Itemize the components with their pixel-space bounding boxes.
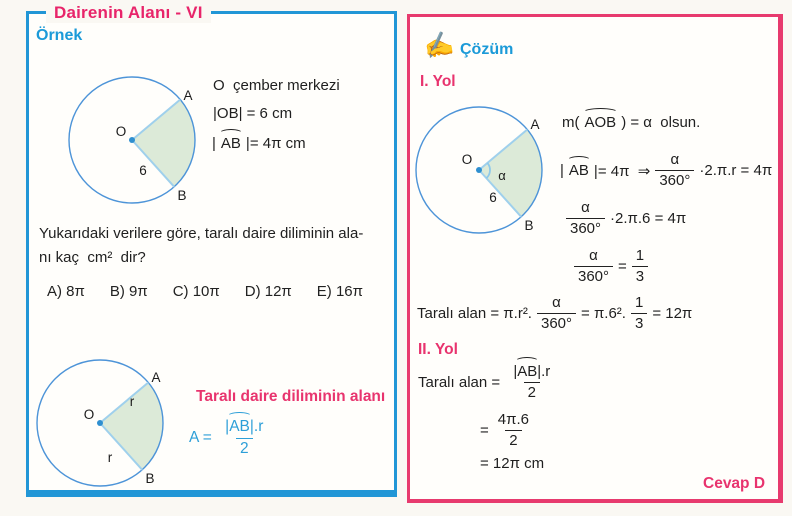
equation-substitute-way2: = $\frac{4\pi.6}{2}$ xyxy=(480,411,533,450)
option-b: B) 9π xyxy=(109,283,148,300)
arc-radius-fraction: | AB |.r 2 xyxy=(509,363,554,402)
equals-sign: = xyxy=(618,258,627,275)
arc-ab: AB xyxy=(221,135,241,152)
point-b-label: B xyxy=(524,218,534,233)
method-2-heading: II. Yol xyxy=(418,341,458,358)
equation-substituted xyxy=(566,199,686,238)
equation-shaded-area-way1: Taralı alan = π.r². $\frac{\alpha}{360^\circ}$ = π.6². $\frac{1}{3}$ = 12π xyxy=(417,294,693,332)
point-a-label: A xyxy=(530,117,540,132)
point-b-label: B xyxy=(177,188,187,203)
arc-length-value: |= 4π cm xyxy=(245,135,306,152)
solution-circle-figure xyxy=(411,103,551,239)
alpha-fraction: $\frac{\alpha}{360^\circ}$ xyxy=(655,151,694,190)
center-dot xyxy=(97,420,103,426)
equation-arc-length: | AB |= 4π ⇒ $\frac{\alpha}{360^\circ}$ ·2.π.r = 4π xyxy=(560,151,773,189)
option-d: D) 12π xyxy=(244,283,292,300)
question-line-1: Yukarıdaki verilere göre, taralı daire diliminin ala- xyxy=(39,225,364,242)
page-title: Dairenin Alanı - VI xyxy=(46,3,211,23)
formula-caption: Taralı daire diliminin alanı xyxy=(196,388,386,405)
alpha-label: α xyxy=(498,168,506,183)
alpha-fraction: $\frac{\alpha}{360^\circ}$ xyxy=(574,247,613,286)
center-dot xyxy=(129,137,135,143)
center-dot xyxy=(476,167,482,173)
writing-hand-icon: ✍ xyxy=(421,29,457,62)
equation-ratio-result xyxy=(574,247,648,286)
arc-overline xyxy=(227,412,252,421)
given-center-statement: O çember merkezi xyxy=(213,77,340,94)
problem-panel xyxy=(26,11,397,497)
center-o-label: O xyxy=(83,407,95,422)
point-a-label: A xyxy=(151,370,161,385)
given-radius-statement: |OB| = 6 cm xyxy=(213,105,293,122)
radius-r-upper-label: r xyxy=(129,394,135,409)
abs-bar: | xyxy=(212,135,216,152)
question-line-2: nı kaç cm² dir? xyxy=(39,249,146,266)
option-c: C) 10π xyxy=(172,283,220,300)
solution-heading: Çözüm xyxy=(460,41,514,58)
radius-value-label: 6 xyxy=(139,163,147,178)
formula-lhs: A = xyxy=(189,429,217,447)
arc-overline xyxy=(219,129,243,138)
option-a: A) 8π xyxy=(47,283,85,300)
equation-shaded-area-way2: Taralı alan = | AB |.r 2 xyxy=(418,363,554,402)
equation-rhs: ·2.π.r = 4π xyxy=(699,162,773,179)
answer-label: Cevap D xyxy=(703,475,766,492)
arc-overline xyxy=(567,156,591,165)
arc-ab: AB xyxy=(229,418,250,437)
point-b-label: B xyxy=(145,471,155,486)
answer-options xyxy=(47,283,363,300)
arc-aob: AOB xyxy=(585,114,617,131)
solution-panel xyxy=(407,14,783,503)
sector-area-formula xyxy=(189,418,267,458)
alpha-fraction: $\frac{\alpha}{360^\circ}$ xyxy=(537,294,576,333)
result-way2: = 12π cm xyxy=(480,455,545,472)
result-value: = 12π xyxy=(652,305,693,322)
arc-ab: AB xyxy=(569,162,589,179)
radius-r-lower-label: r xyxy=(107,450,113,465)
alpha-fraction: $\frac{\alpha}{360^\circ}$ xyxy=(566,199,605,238)
option-e: E) 16π xyxy=(316,283,363,300)
arc-ab: AB xyxy=(517,363,537,381)
third-fraction: $\frac{1}{3}$ xyxy=(632,247,648,286)
third-fraction: $\frac{1}{3}$ xyxy=(631,294,647,333)
example-heading: Örnek xyxy=(36,27,83,44)
numeric-fraction: $\frac{4\pi.6}{2}$ xyxy=(497,411,529,449)
point-a-label: A xyxy=(183,88,193,103)
problem-circle-figure xyxy=(64,73,204,209)
equation-angle-definition: m( AOB ) = α olsun. xyxy=(562,114,700,131)
formula-fraction: | AB |.r 2 xyxy=(221,418,267,458)
arc-overline xyxy=(583,108,619,117)
formula-circle-figure xyxy=(33,356,173,492)
center-o-label: O xyxy=(115,124,127,139)
method-1-heading: I. Yol xyxy=(420,73,456,90)
formula-denominator: 2 xyxy=(236,438,253,459)
radius-value-label: 6 xyxy=(489,190,497,205)
equation-rhs: ·2.π.6 = 4π xyxy=(610,210,687,227)
given-arc-statement xyxy=(212,135,306,152)
center-o-label: O xyxy=(461,152,473,167)
